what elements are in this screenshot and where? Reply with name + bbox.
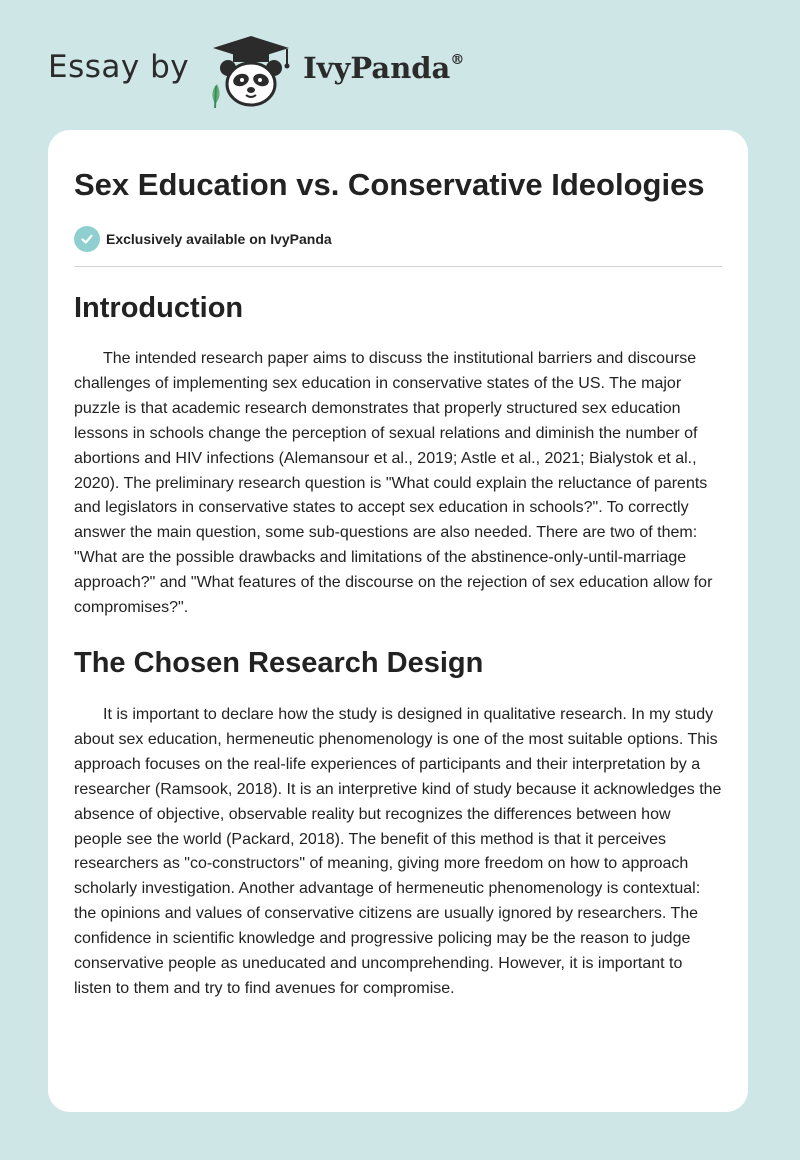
essay-by-label: Essay by (48, 49, 190, 85)
registered-mark: ® (450, 52, 465, 68)
panda-graduate-logo-icon[interactable] (203, 30, 299, 110)
article-card (48, 130, 748, 1112)
exclusive-badge (74, 225, 722, 253)
check-circle-icon (74, 226, 100, 252)
divider (74, 266, 722, 267)
section-paragraph-introduction: The intended research paper aims to discuss the institutional barriers and discourse challenges of implementing sex education in conservative states of the US. The major puzzle is that academic research demonstrates that properly structured sex education lessons in schools change the perception of sexual relations and diminish the number of abortions and HIV infections (Alemansour et al., 2019; Astle et al., 2021; Bialystok et al., 2020). The preliminary research question is "What could explain the reluctance of parents and legislators in conservative states to accept sex education in schools?". To correctly answer the main question, some sub-questions are also needed. There are two of them: "What are the possible drawbacks and limitations of the abstinence-only-until-marriage approach?" and "What features of the discourse on the rejection of sex education allow for compromises?". (74, 350, 713, 617)
brand-name[interactable]: IvyPanda® (303, 51, 465, 85)
section-heading-research-design: The Chosen Research Design (74, 646, 484, 679)
section-paragraph-research-design: It is important to declare how the study is designed in qualitative research. In my study about sex education, hermeneutic phenomenology is one of the most suitable options. This approach focuses on the real-life experiences of participants and their interpretation by a researcher (Ramsook, 2018). It is an interpretive kind of study because it acknowledges the absence of objective, observable reality but recognizes the differences between how people see the world (Packard, 2018). The benefit of this method is that it perceives researchers as "co-constructors" of meaning, giving more freedom on how to approach scholarly investigation. Another advantage of hermeneutic phenomenology is contextual: the opinions and values of conservative citizens are usually ignored by researchers. The confidence in scientific knowledge and progressive policing may be the reason to judge conservative people as uneducated and uncomprehending. However, it is important to listen to them and try to find avenues for compromise. (74, 705, 722, 997)
site-header (48, 30, 464, 110)
page-title: Sex Education vs. Conservative Ideologies (74, 167, 705, 202)
section-heading-introduction: Introduction (74, 292, 244, 324)
exclusive-label: Exclusively available on IvyPanda (106, 231, 332, 247)
